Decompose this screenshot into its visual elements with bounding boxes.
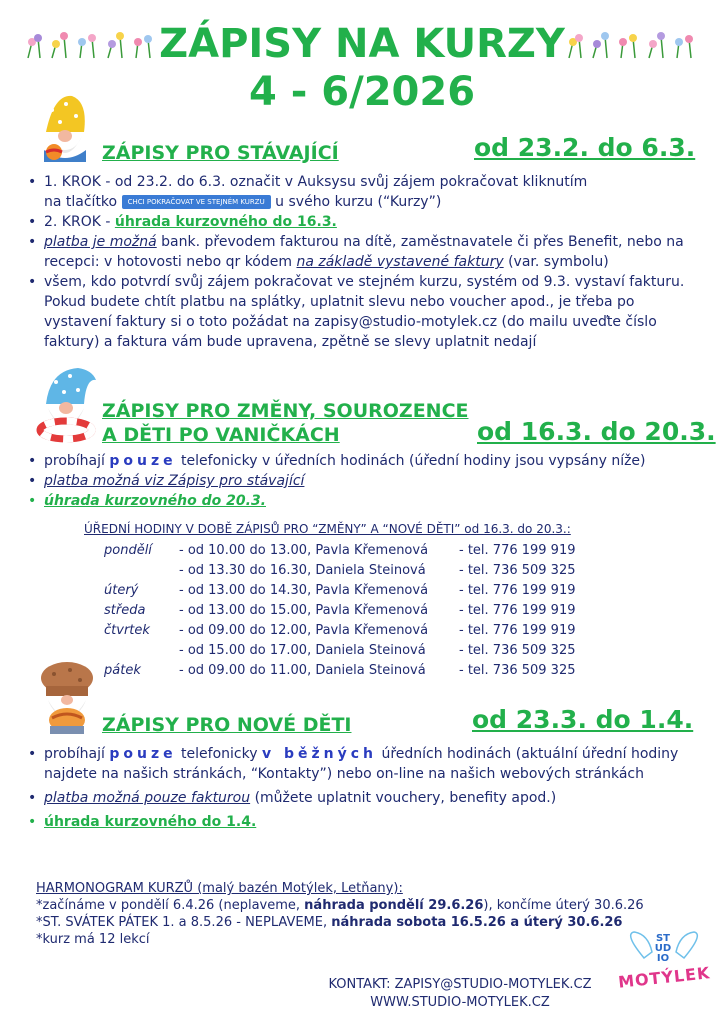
office-hours-time: - od 13.00 do 15.00, Pavla Křemenová	[179, 603, 429, 618]
logo-text-2: UD	[654, 943, 672, 954]
gnome-yellow-icon	[32, 92, 98, 166]
office-hours-tel: - tel. 776 199 919	[459, 583, 576, 598]
section-changes-heading-2: A DĚTI PO VANIČKÁCH	[102, 424, 340, 446]
office-hours-time: - od 13.00 do 14.30, Pavla Křemenová	[179, 583, 429, 598]
harmonogram-title: HARMONOGRAM KURZŮ (malý bazén Motýlek, Letňany):	[36, 881, 403, 896]
step1-text: 1. KROK - od 23.2. do 6.3. označit v Auksysu svůj zájem pokračovat kliknutím	[44, 174, 588, 190]
payment-possible-text: platba je možná	[44, 234, 157, 250]
office-hours-row	[104, 641, 624, 661]
list-item	[24, 451, 704, 471]
office-hours-day: pondělí	[104, 543, 152, 558]
contact-web: WWW.STUDIO-MOTYLEK.CZ	[370, 995, 550, 1010]
new-payment-extra: (můžete uplatnit vouchery, benefity apod.)	[250, 790, 557, 806]
changes-phone-text-c: telefonicky v úředních hodinách (úřední hodiny jsou vypsány níže)	[176, 453, 646, 469]
office-hours-row	[104, 621, 624, 641]
office-hours-tel: - tel. 736 509 325	[459, 563, 576, 578]
invoice-info-text: všem, kdo potvrdí svůj zájem pokračovat ve stejném kurzu, systém od 9.3. vystaví fakturu. Pokud budete chtít platbu na splátky, uplatnit slevu nebo voucher apod., je třeba po vystavení faktury si o toto požádat na zapisy@studio-motylek.cz (do mailu uveďte číslo faktury) a faktura vám bude upravena, zpětně se slevy uplatnit nedají	[44, 274, 685, 350]
section-new-list	[24, 744, 696, 832]
office-hours-time: - od 15.00 do 17.00, Daniela Steinová	[179, 643, 426, 658]
section-existing-list	[24, 172, 704, 352]
payment-methods-text: bank. převodem fakturou na dítě, zaměstnavatele či přes Benefit, nebo na recepci: v hotovosti nebo qr kódem	[44, 234, 684, 270]
new-regular-emphasis: v běžných	[261, 746, 377, 762]
changes-only-emphasis: pouze	[109, 453, 177, 469]
section-existing-date: od 23.2. do 6.3.	[474, 133, 696, 162]
office-hours-day: středa	[104, 603, 146, 618]
new-only-emphasis: pouze	[109, 746, 177, 762]
list-item	[24, 491, 704, 511]
list-item	[24, 788, 696, 808]
page-subtitle: 4 - 6/2026	[248, 69, 476, 115]
changes-payment-deadline: úhrada kurzovného do 20.3.	[44, 493, 266, 509]
step1-text-b: na tlačítko	[44, 194, 118, 210]
new-payment-deadline: úhrada kurzovného do 1.4.	[44, 814, 257, 830]
office-hours-time: - od 13.30 do 16.30, Daniela Steinová	[179, 563, 426, 578]
office-hours-tel: - tel. 736 509 325	[459, 643, 576, 658]
new-phone-text-e: úředních hodinách (aktuální úřední hodiny najdete na našich stránkách, “Kontakty”) nebo on-line na našich webových stránkách	[44, 746, 679, 782]
list-item	[24, 172, 704, 212]
office-hours-tel: - tel. 736 509 325	[459, 663, 576, 678]
office-hours-tel: - tel. 776 199 919	[459, 623, 576, 638]
contact-block	[300, 976, 620, 1012]
office-hours-day: čtvrtek	[104, 623, 150, 638]
harmonogram-line-1: *začínáme v pondělí 6.4.26 (neplaveme, náhrada pondělí 29.6.26), končíme úterý 30.6.26	[36, 898, 644, 913]
new-phone-text-c: telefonicky	[176, 746, 262, 762]
logo-text-3: IO	[656, 953, 670, 964]
office-hours-table	[104, 541, 624, 681]
list-item	[24, 812, 696, 832]
section-changes-heading-1: ZÁPISY PRO ZMĚNY, SOUROZENCE	[102, 400, 469, 422]
office-hours-title: ÚŘEDNÍ HODINY V DOBĚ ZÁPISŮ PRO “ZMĚNY” A “NOVÉ DĚTI” od 16.3. do 20.3.:	[84, 522, 571, 536]
section-existing-heading: ZÁPISY PRO STÁVAJÍCÍ	[102, 142, 339, 164]
section-new-heading: ZÁPISY PRO NOVÉ DĚTI	[102, 714, 352, 736]
section-changes-list	[24, 451, 704, 511]
list-item	[24, 744, 696, 784]
list-item	[24, 471, 704, 491]
changes-payment-text: platba možná viz Zápisy pro stávající	[44, 473, 305, 489]
new-payment-text: platba možná pouze fakturou	[44, 790, 251, 806]
logo-text-1: ST	[655, 933, 671, 944]
office-hours-time: - od 10.00 do 13.00, Pavla Křemenová	[179, 543, 429, 558]
office-hours-tel: - tel. 776 199 919	[459, 543, 576, 558]
gnome-blue-icon	[34, 366, 100, 444]
list-item	[24, 232, 704, 272]
step1-text-c: u svého kurzu (“Kurzy”)	[275, 194, 442, 210]
section-new-date: od 23.3. do 1.4.	[472, 705, 694, 734]
office-hours-row	[104, 541, 624, 561]
harmonogram-line-2: *ST. SVÁTEK PÁTEK 1. a 8.5.26 - NEPLAVEME, náhrada sobota 16.5.26 a úterý 30.6.26	[36, 915, 623, 930]
office-hours-day: úterý	[104, 583, 139, 598]
studio-motylek-logo	[614, 928, 714, 998]
page-title: ZÁPISY NA KURZY	[159, 21, 565, 67]
invoice-basis-text: na základě vystavené faktury	[296, 254, 504, 270]
list-item	[24, 212, 704, 232]
harmonogram	[36, 880, 676, 948]
var-symbol-text: (var. symbolu)	[503, 254, 609, 270]
list-item	[24, 272, 704, 352]
office-hours-row	[104, 581, 624, 601]
office-hours-tel: - tel. 776 199 919	[459, 603, 576, 618]
contact-email: KONTAKT: ZAPISY@STUDIO-MOTYLEK.CZ	[328, 977, 592, 992]
office-hours-row	[104, 601, 624, 621]
logo-text-motylek: MOTÝLEK	[617, 963, 712, 992]
office-hours-time: - od 09.00 do 12.00, Pavla Křemenová	[179, 623, 429, 638]
office-hours-time: - od 09.00 do 11.00, Daniela Steinová	[179, 663, 426, 678]
office-hours-day: pátek	[104, 663, 141, 678]
section-changes-date: od 16.3. do 20.3.	[477, 417, 716, 446]
continue-course-button: CHCI POKRAČOVAT VE STEJNÉM KURZU	[122, 195, 271, 209]
changes-phone-text-a: probíhají	[44, 453, 110, 469]
step2-text: 2. KROK -	[44, 214, 115, 230]
gnome-chef-icon	[34, 660, 100, 738]
new-phone-text-a: probíhají	[44, 746, 110, 762]
harmonogram-line-3: *kurz má 12 lekcí	[36, 932, 150, 947]
office-hours-row	[104, 661, 624, 681]
step2-payment-deadline: úhrada kurzovného do 16.3.	[114, 214, 337, 230]
office-hours-row	[104, 561, 624, 581]
